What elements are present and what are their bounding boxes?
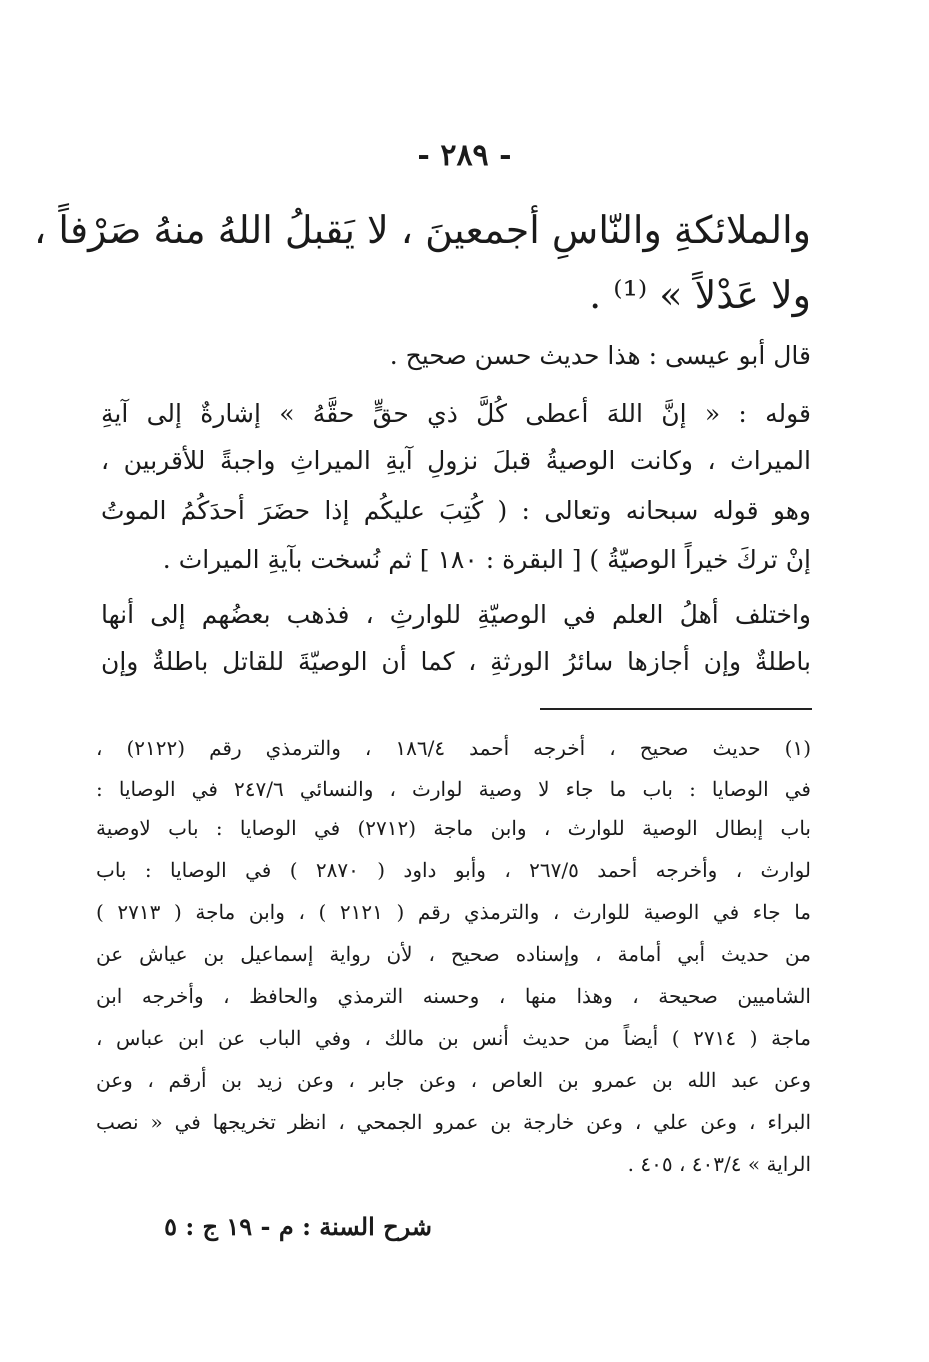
footnote-line-11: الراية » ٤٠٣/٤ ، ٤٠٥ . [627,1152,811,1176]
footnote-line-7: الشاميين صحيحة ، وهذا منها ، وحسنه الترمذي والحافظ ، وأخرجه ابن [96,984,811,1008]
commentary-line-3: وهو قوله سبحانه وتعالى : ( كُتِبَ عليكُم إذا حضَرَ أحدَكُمُ الموتُ [101,496,811,525]
footnote-line-5: ما جاء في الوصية للوارث ، والترمذي رقم ( ٢١٢١ ) ، وابن ماجة ( ٢٧١٣ ) [96,900,811,924]
page-number: - ٢٨٩ - [417,138,512,173]
footnote-line-10: البراء ، وعن علي ، وعن خارجة بن عمرو الجمحي ، انظر تخريجها في « نصب [96,1110,811,1134]
footnote-line-2: في الوصايا : باب ما جاء لا وصية لوارث ، والنسائي ٢٤٧/٦ في الوصايا : [96,777,811,801]
hadith-text-line-1: والملائكةِ والنّاسِ أجمعينَ ، لا يَقبلُ اللهُ منهُ صَرْفاً ، [34,208,811,252]
commentary-line-2: الميراث ، وكانت الوصيةُ قبلَ نزولِ آيةِ الميراثِ واجبةً للأقربين ، [101,446,811,475]
footnote-line-3: باب إبطال الوصية للوارث ، وابن ماجة (٢٧١٢) في الوصايا : باب لاوصية [96,816,811,840]
commentary-line-4: إنْ تركَ خيراً الوصيّةُ ) [ البقرة : ١٨٠ ] ثم نُسخت بآيةِ الميراث . [162,545,811,574]
footnote-line-1: (١) حديث صحيح ، أخرجه أحمد ١٨٦/٤ ، والترمذي رقم (٢١٢٢) ، [96,736,812,760]
footnote-line-8: ماجة ( ٢٧١٤ ) أيضاً من حديث أنس بن مالك ، وفي الباب عن ابن عباس ، [96,1026,811,1050]
commentary-line-6: باطلةٌ وإن أجازها سائرُ الورثةِ ، كما أن الوصيّةَ للقاتل باطلةٌ وإن [101,647,811,676]
book-signature: شرح السنة : م - ١٩ ج : ٥ [164,1212,432,1241]
footnote-separator [540,708,812,710]
footnote-line-4: لوارث ، وأخرجه أحمد ٢٦٧/٥ ، وأبو داود ( ٢٨٧٠ ) في الوصايا : باب [96,858,812,882]
commentary-line-5: واختلف أهلُ العلم في الوصيّةِ للوارثِ ، فذهب بعضُهم إلى أنها [101,600,811,629]
footnote-line-6: من حديث أبي أمامة ، وإسناده صحيح ، لأن رواية إسماعيل بن عياش عن [96,942,811,966]
footnote-line-9: وعن عبد الله بن عمرو بن العاص ، وعن جابر ، وعن زيد بن أرقم ، وعن [96,1068,811,1092]
commentary-line-1: قوله : « إنَّ اللهَ أعطى كُلَّ ذي حقٍّ حقَّهُ » إشارةٌ إلى آيةِ [101,399,811,428]
author-comment: قال أبو عيسى : هذا حديث حسن صحيح . [389,341,811,370]
hadith-text-line-2: ولا عَدْلاً » ⁽¹⁾ . [589,273,811,317]
